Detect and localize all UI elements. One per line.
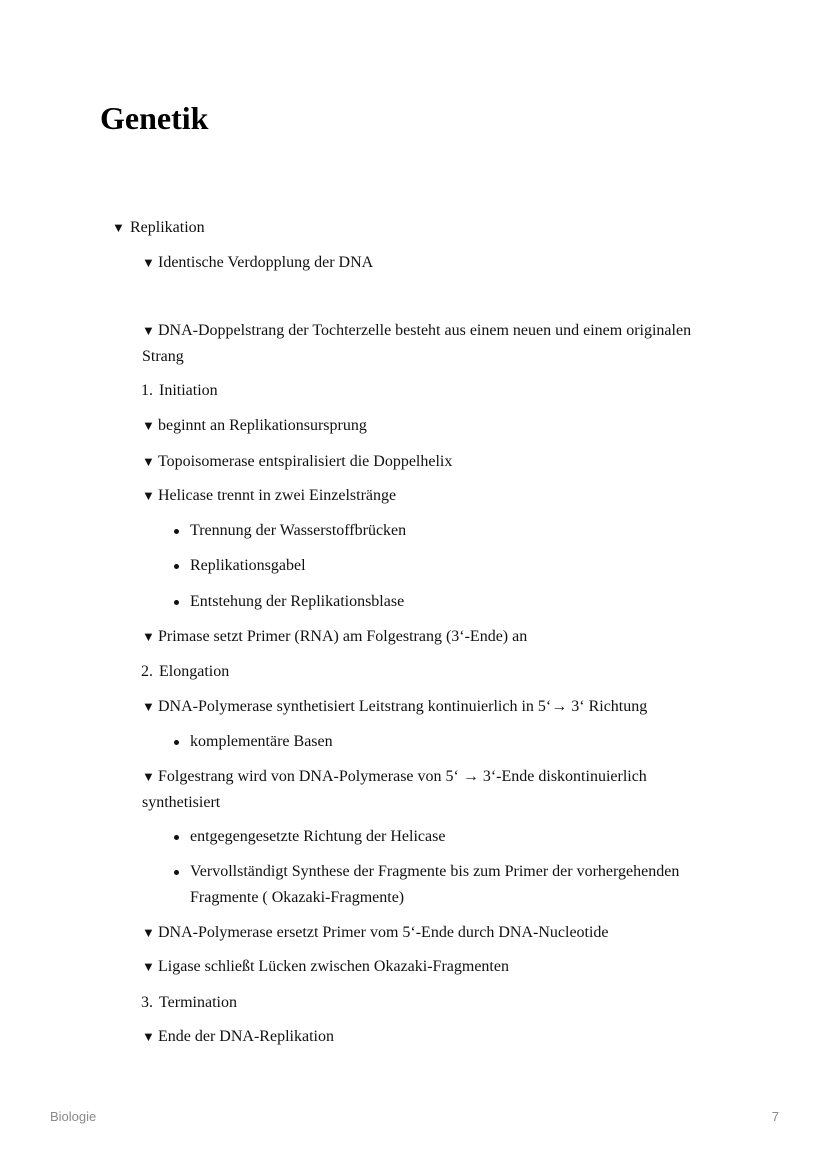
toggle-item[interactable] — [142, 483, 396, 509]
list-item: Vervollständigt Synthese der Fragmente bis zum Primer der vorhergehenden Fragmente ( Okazaki-Fragmente) — [190, 863, 680, 906]
toggle-label: beginnt an Replikationsursprung — [158, 417, 367, 434]
triangle-down-icon[interactable]: ▼ — [142, 699, 155, 714]
toggle-item[interactable] — [142, 413, 367, 439]
triangle-down-icon[interactable]: ▼ — [142, 1029, 155, 1044]
toggle-item[interactable] — [142, 764, 702, 816]
toggle-label: Folgestrang wird von DNA-Polymerase von 5‘ → 3‘-Ende diskontinuierlich synthetisiert — [142, 768, 647, 811]
triangle-down-icon[interactable]: ▼ — [142, 769, 155, 784]
toggle-item[interactable] — [142, 954, 509, 980]
list-number: 2. — [141, 663, 153, 680]
list-item: Replikationsgabel — [190, 557, 306, 574]
toggle-item[interactable] — [142, 449, 452, 475]
triangle-down-icon[interactable]: ▼ — [142, 454, 155, 469]
toggle-item[interactable] — [142, 250, 373, 276]
numbered-item-termination — [141, 990, 237, 1016]
list-number: 3. — [141, 994, 153, 1011]
triangle-down-icon[interactable]: ▼ — [112, 220, 125, 235]
bullet-icon — [174, 600, 179, 605]
numbered-item-elongation — [141, 659, 229, 685]
list-item: Entstehung der Replikationsblase — [190, 593, 405, 610]
toggle-label: Ende der DNA-Replikation — [158, 1028, 334, 1045]
page-number: 7 — [771, 1109, 779, 1124]
bullet-icon — [174, 835, 179, 840]
toggle-item[interactable] — [142, 1024, 334, 1050]
triangle-down-icon[interactable]: ▼ — [142, 925, 155, 940]
toggle-label: Identische Verdopplung der DNA — [158, 254, 374, 271]
list-item: entgegengesetzte Richtung der Helicase — [190, 828, 446, 845]
toggle-label: Topoisomerase entspiralisiert die Doppelhelix — [158, 453, 453, 470]
toggle-label: Replikation — [130, 219, 205, 236]
toggle-label: Primase setzt Primer (RNA) am Folgestrang (3‘-Ende) an — [158, 628, 528, 645]
toggle-label: DNA-Polymerase synthetisiert Leitstrang kontinuierlich in 5‘→ 3‘ Richtung — [158, 698, 648, 715]
toggle-label: DNA-Doppelstrang der Tochterzelle besteht aus einem neuen und einem originalen Strang — [142, 322, 692, 365]
list-item-label: Initiation — [159, 382, 218, 399]
list-item-label: Termination — [159, 994, 237, 1011]
bullet-icon — [174, 740, 179, 745]
triangle-down-icon[interactable]: ▼ — [142, 629, 155, 644]
numbered-item-initiation — [141, 378, 218, 404]
footer-subject: Biologie — [50, 1109, 97, 1124]
toggle-label: Helicase trennt in zwei Einzelstränge — [158, 487, 397, 504]
page-title: Genetik — [100, 100, 209, 136]
list-item: komplementäre Basen — [190, 733, 333, 750]
toggle-item[interactable] — [142, 694, 647, 720]
list-item: Trennung der Wasserstoffbrücken — [190, 522, 407, 539]
triangle-down-icon[interactable]: ▼ — [142, 418, 155, 433]
triangle-down-icon[interactable]: ▼ — [142, 255, 155, 270]
list-item-label: Elongation — [159, 663, 230, 680]
triangle-down-icon[interactable]: ▼ — [142, 488, 155, 503]
bullet-icon — [174, 564, 179, 569]
toggle-replikation[interactable] — [112, 215, 205, 241]
bullet-icon — [174, 870, 179, 875]
toggle-item[interactable] — [142, 920, 609, 946]
triangle-down-icon[interactable]: ▼ — [142, 959, 155, 974]
toggle-label: DNA-Polymerase ersetzt Primer vom 5‘-Ende durch DNA-Nucleotide — [158, 924, 609, 941]
toggle-item[interactable] — [142, 318, 732, 370]
list-number: 1. — [141, 382, 153, 399]
toggle-item[interactable] — [142, 624, 527, 650]
triangle-down-icon[interactable]: ▼ — [142, 323, 155, 338]
bullet-icon — [174, 529, 179, 534]
toggle-label: Ligase schließt Lücken zwischen Okazaki-Fragmenten — [158, 958, 509, 975]
